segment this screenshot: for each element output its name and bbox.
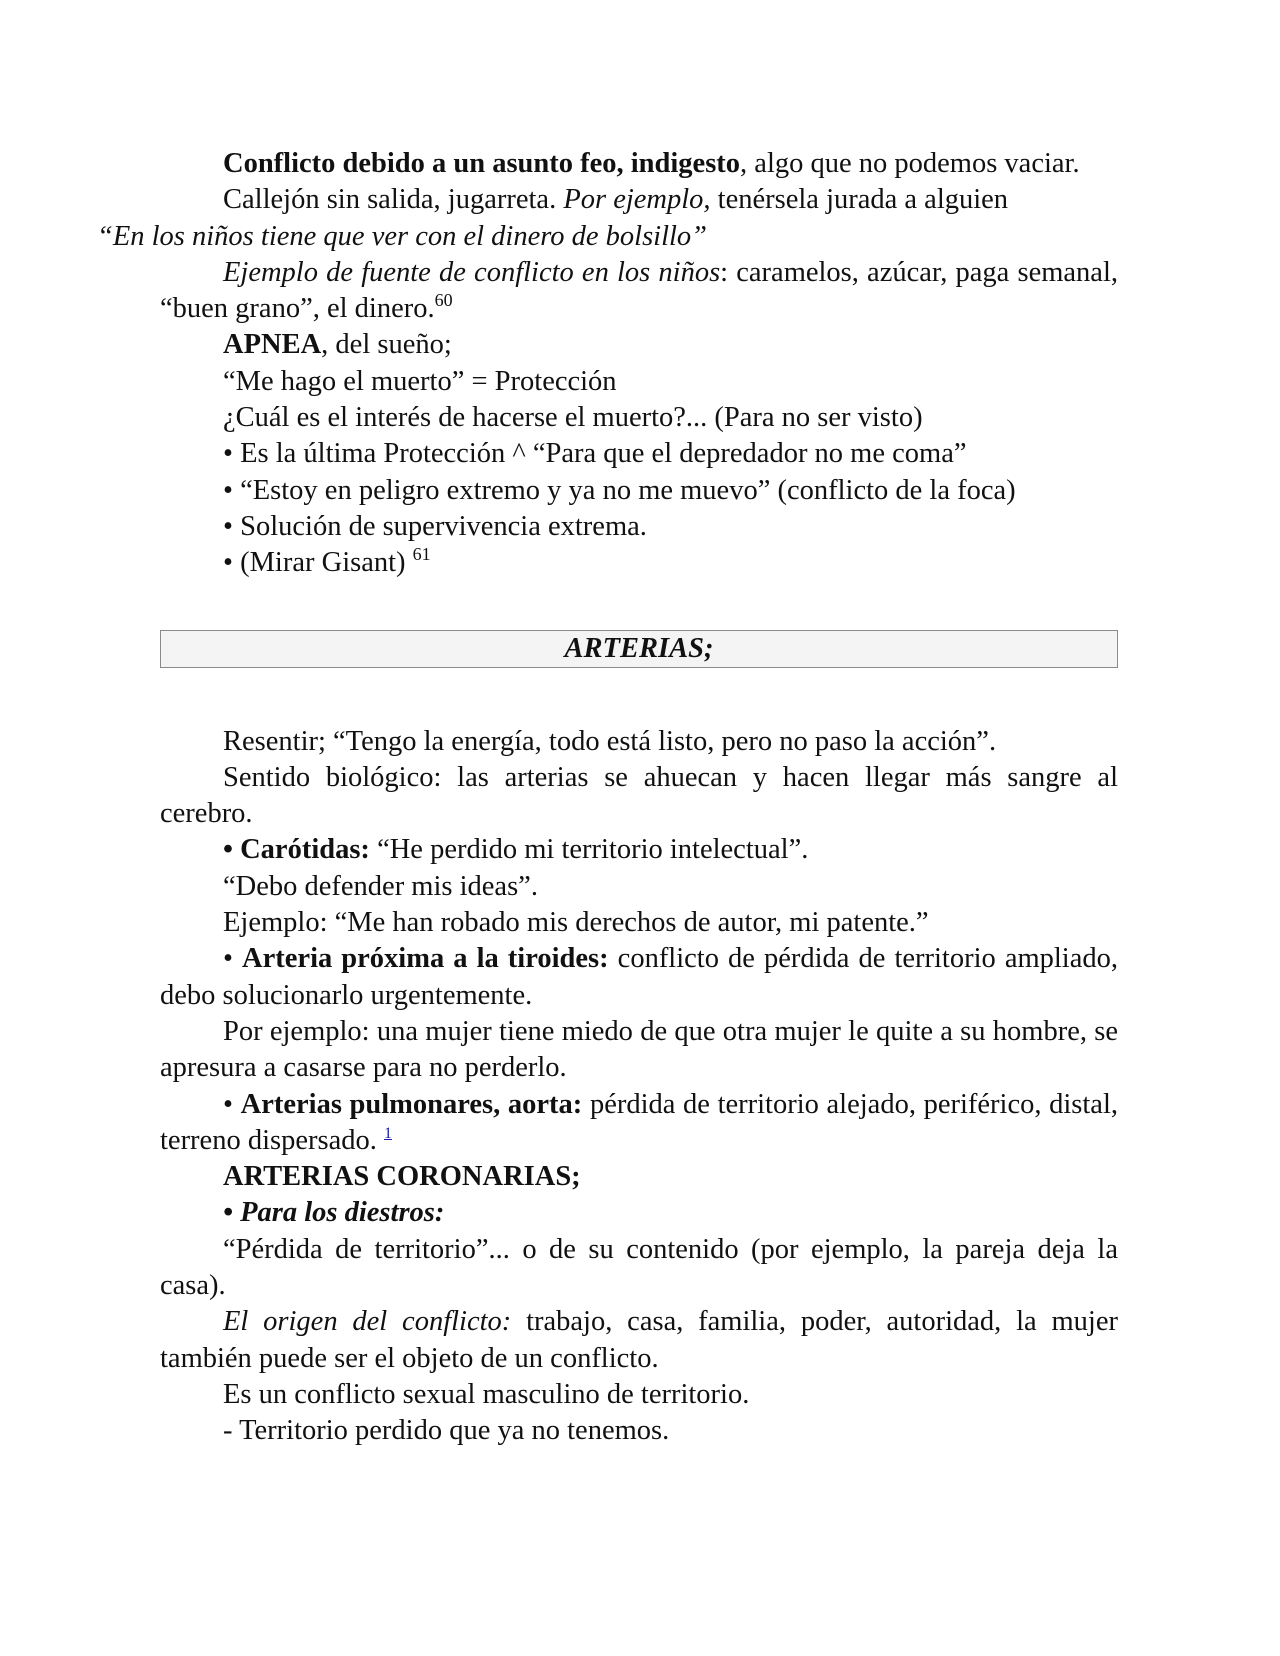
- paragraph-perdida: “Pérdida de territorio”... o de su contenido (por ejemplo, la pareja deja la casa).: [160, 1233, 1118, 1302]
- footnote-link-1[interactable]: 1: [383, 1124, 392, 1142]
- line-muerto: “Me hago el muerto” = Protección: [223, 365, 617, 397]
- callejon-text: Callejón sin salida, jugarreta.: [223, 184, 564, 216]
- paragraph-sentido: Sentido biológico: las arterias se ahuecan y hacen llegar más sangre al cerebro.: [160, 761, 1118, 830]
- paragraph-resentir: Resentir; “Tengo la energía, todo está listo, pero no paso la acción”.: [223, 725, 997, 757]
- bullet-proteccion: • Es la última Protección ^ “Para que el depredador no me coma”: [223, 438, 967, 470]
- paragraph-apnea: [160, 327, 1118, 363]
- paragraph-conflicto: [160, 146, 1118, 182]
- tiroides-rest: conflicto de pérdida de territorio ampliado, debo solucionarlo urgentemente.: [160, 943, 1119, 1011]
- footnote-ref-60: 60: [434, 290, 453, 311]
- conflicto-rest: , algo que no podemos vaciar.: [740, 148, 1080, 179]
- document-page: [97, 146, 1119, 1450]
- diestros-bold-italic: • Para los diestros:: [223, 1197, 445, 1229]
- bullet-solucion: • Solución de supervivencia extrema.: [223, 510, 647, 542]
- pulmonares-rest: pérdida de territorio alejado, periférico, distal, terreno dispersado.: [160, 1088, 1118, 1156]
- pulmonares-bullet: •: [223, 1088, 241, 1120]
- paragraph-carotidas: [160, 832, 1118, 868]
- subheading-coronarias: [160, 1159, 1118, 1195]
- pulmonares-bold: Arterias pulmonares, aorta:: [240, 1088, 583, 1120]
- line-sexual: Es un conflicto sexual masculino de territorio.: [223, 1378, 750, 1410]
- bullet-peligro: • “Estoy en peligro extremo y ya no me muevo” (conflicto de la foca): [223, 474, 1016, 506]
- origen-rest: trabajo, casa, familia, poder, autoridad, la mujer también puede ser el objeto de un conflicto.: [160, 1306, 1118, 1374]
- line-interes: ¿Cuál es el interés de hacerse el muerto?... (Para no ser visto): [223, 402, 923, 434]
- callejon-italic: Por ejemplo,: [563, 184, 711, 216]
- line-defender: “Debo defender mis ideas”.: [223, 870, 538, 902]
- apnea-bold: APNEA: [223, 329, 322, 361]
- line-territorio: - Territorio perdido que ya no tenemos.: [223, 1415, 670, 1447]
- coronarias-bold: ARTERIAS CORONARIAS;: [223, 1161, 581, 1193]
- line-diestros: [160, 1195, 1118, 1231]
- tiroides-bold: Arteria próxima a la tiroides:: [242, 943, 609, 975]
- tiroides-bullet: •: [223, 943, 243, 975]
- footnote-ref-61: 61: [412, 544, 431, 565]
- ejemplo-ninos-italic: Ejemplo de fuente de conflicto en los niños: [223, 256, 721, 288]
- paragraph-origen: [160, 1304, 1118, 1377]
- paragraph-ejemplo-ninos: [160, 255, 1118, 328]
- paragraph-mujer: Por ejemplo: una mujer tiene miedo de que otra mujer le quite a su hombre, se apresura a casarse para no perderlo.: [160, 1015, 1118, 1084]
- line-ejemplo-patente: Ejemplo: “Me han robado mis derechos de autor, mi patente.”: [223, 907, 929, 939]
- carotidas-rest: “He perdido mi territorio intelectual”.: [369, 834, 809, 866]
- callejon-quote: “En los niños tiene que ver con el dinero de bolsillo”: [97, 220, 708, 252]
- callejon-text-2: tenérsela jurada a alguien: [710, 184, 1009, 216]
- apnea-rest: , del sueño;: [321, 329, 452, 361]
- carotidas-bold: • Carótidas:: [223, 834, 370, 866]
- conflicto-bold: Conflicto debido a un asunto feo, indigesto: [223, 148, 741, 179]
- gisant-text: • (Mirar Gisant): [223, 547, 413, 579]
- paragraph-pulmonares: [160, 1087, 1118, 1160]
- ejemplo-ninos-rest: : caramelos, azúcar, paga semanal, “buen grano”, el dinero.: [160, 256, 1118, 325]
- section-heading-arterias: ARTERIAS;: [160, 630, 1118, 668]
- bullet-gisant: [160, 545, 1118, 581]
- origen-italic: El origen del conflicto:: [223, 1306, 512, 1338]
- paragraph-callejon: [97, 182, 1118, 255]
- paragraph-tiroides: [160, 941, 1118, 1014]
